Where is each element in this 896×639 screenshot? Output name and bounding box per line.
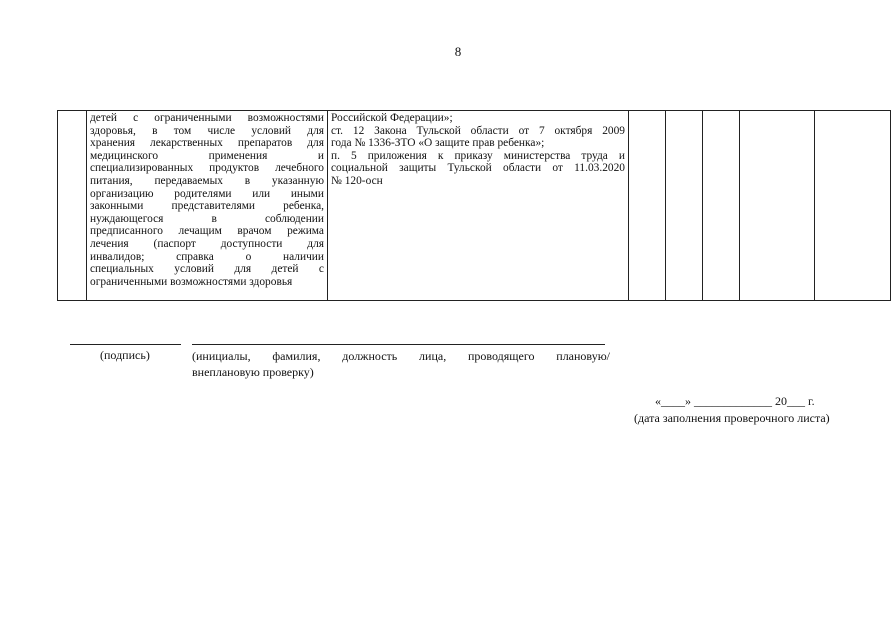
requirement-line: инвалидов; справка о наличии [90,250,324,263]
note-cell [815,111,891,301]
number-cell [58,111,87,301]
requirement-line: лечения (паспорт доступности для [90,237,324,250]
official-caption [192,348,610,380]
signature-line [70,344,181,345]
answer-yes-cell [629,111,666,301]
requirement-line: детей с ограниченными возможностями [90,112,324,124]
official-caption-line: (инициалы, фамилия, должность лица, проводящего плановую/ [192,349,610,363]
answer-no-cell [666,111,703,301]
requirement-line: медицинского применения и [90,149,324,162]
signature-caption: (подпись) [100,348,150,362]
date-caption: (дата заполнения проверочного листа) [634,411,830,425]
basis-line: п. 5 приложения к приказу министерства труда и [331,149,625,162]
basis-line: года № 1336-ЗТО «О защите прав ребенка»; [331,137,545,150]
requirement-line: нуждающегося в соблюдении [90,212,324,225]
requirement-line: специальных условий для детей с [90,263,324,276]
answer-na-cell [703,111,740,301]
basis-line: № 120-осн [331,174,383,187]
date-line: «____» _____________ 20___ г. [655,394,815,408]
requirement-line: законными представителями ребенка, [90,200,324,213]
requirement-cell [87,111,328,301]
requirement-line: ограниченными возможностями здоровья [90,275,293,288]
answer-extra-cell [740,111,815,301]
basis-line: Российской Федерации»; [331,112,453,124]
basis-line: ст. 12 Закона Тульской области от 7 октября 2009 [331,124,625,137]
legal-basis-cell [328,111,629,301]
table-row [58,111,891,301]
requirement-line: предписанного лечащим врачом режима [90,225,324,238]
requirement-line: питания, передаваемых в указанную [90,174,324,187]
requirement-line: хранения лекарственных препаратов для [90,137,324,150]
official-caption-line: внеплановую проверку) [192,365,314,379]
basis-line: социальной защиты Тульской области от 11.03.2020 [331,162,625,175]
requirement-line: специализированных продуктов лечебного [90,162,324,175]
requirement-line: организацию родителями или иными [90,187,324,200]
checklist-table [57,110,891,301]
requirement-line: здоровья, в том числе условий для [90,124,324,137]
official-line [192,344,605,345]
page-number: 8 [454,44,462,59]
